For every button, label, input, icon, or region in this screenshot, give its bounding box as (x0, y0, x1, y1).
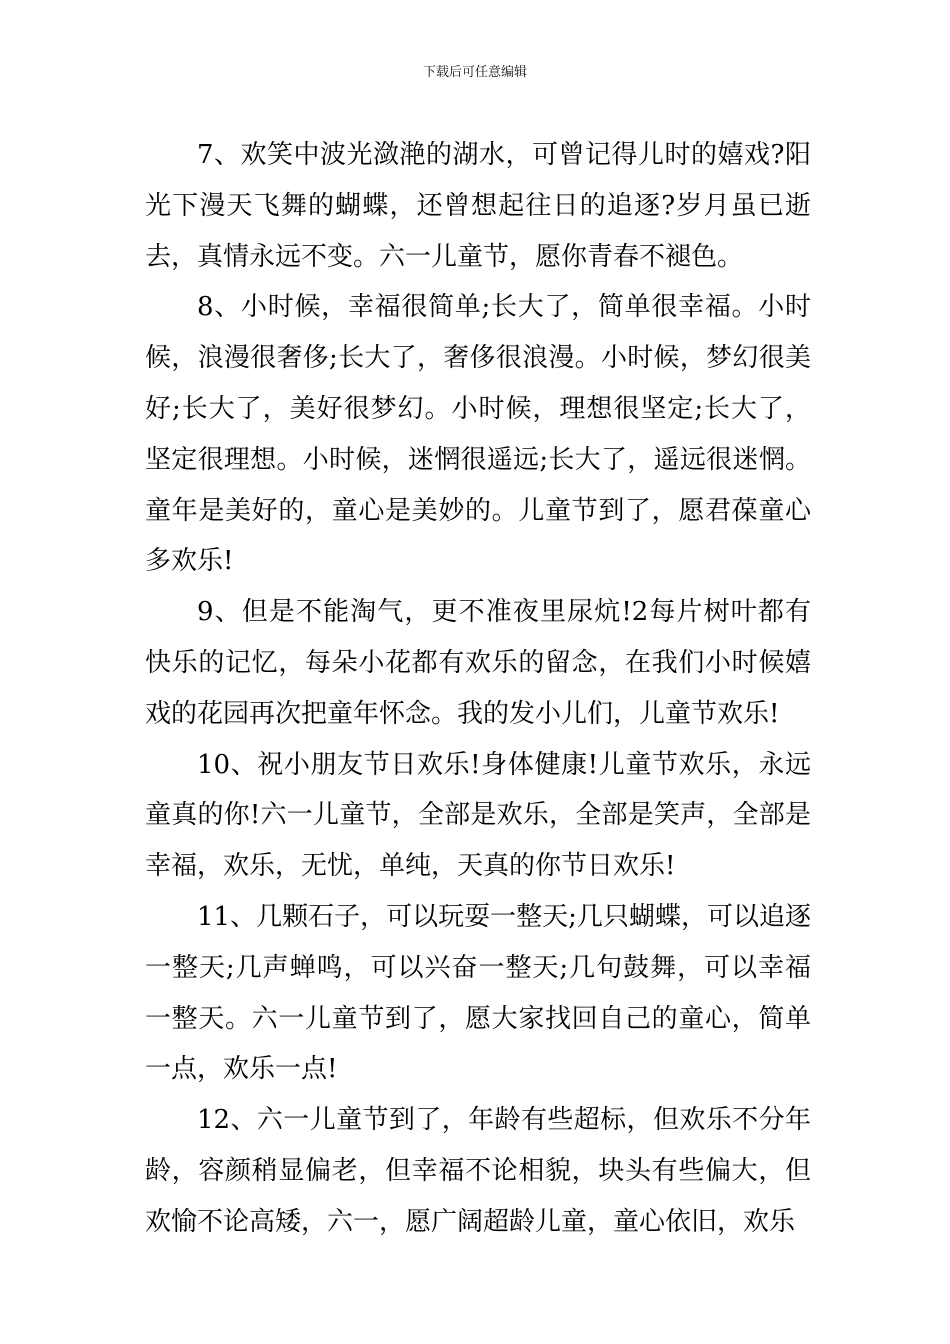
document-body (145, 130, 811, 1248)
page-header: 下载后可任意编辑 (422, 65, 527, 80)
paragraph-10: 10、祝小朋友节日欢乐!身体健康!儿童节欢乐，永远童真的你!六一儿童节，全部是欢乐，全部是笑声，全部是幸福，欢乐，无忧，单纯，天真的你节日欢乐! (145, 749, 811, 882)
paragraph-8: 8、小时候，幸福很简单;长大了，简单很幸福。小时候，浪漫很奢侈;长大了，奢侈很浪漫。小时候，梦幻很美好;长大了，美好很梦幻。小时候，理想很坚定;长大了，坚定很理想。小时候，迷惘很遥远;长大了，遥远很迷惘。童年是美好的，童心是美妙的。儿童节到了，愿君葆童心多欢乐! (145, 292, 811, 577)
paragraph-11: 11、几颗石子，可以玩耍一整天;几只蝴蝶，可以追逐一整天;几声蝉鸣，可以兴奋一整天;几句鼓舞，可以幸福一整天。六一儿童节到了，愿大家找回自己的童心，简单一点，欢乐一点! (145, 901, 811, 1085)
paragraph-7: 7、欢笑中波光潋滟的湖水，可曾记得儿时的嬉戏?阳光下漫天飞舞的蝴蝶，还曾想起往日的追逐?岁月虽已逝去，真情永远不变。六一儿童节，愿你青春不褪色。 (145, 140, 811, 272)
paragraph-9: 9、但是不能淘气，更不准夜里尿炕!2每片树叶都有快乐的记忆，每朵小花都有欢乐的留念，在我们小时候嬉戏的花园再次把童年怀念。我的发小儿们，儿童节欢乐! (145, 597, 811, 729)
paragraph-12: 12、六一儿童节到了，年龄有些超标，但欢乐不分年龄，容颜稍显偏老，但幸福不论相貌，块头有些偏大，但欢愉不论高矮，六一，愿广阔超龄儿童，童心依旧，欢乐 (145, 1105, 811, 1237)
